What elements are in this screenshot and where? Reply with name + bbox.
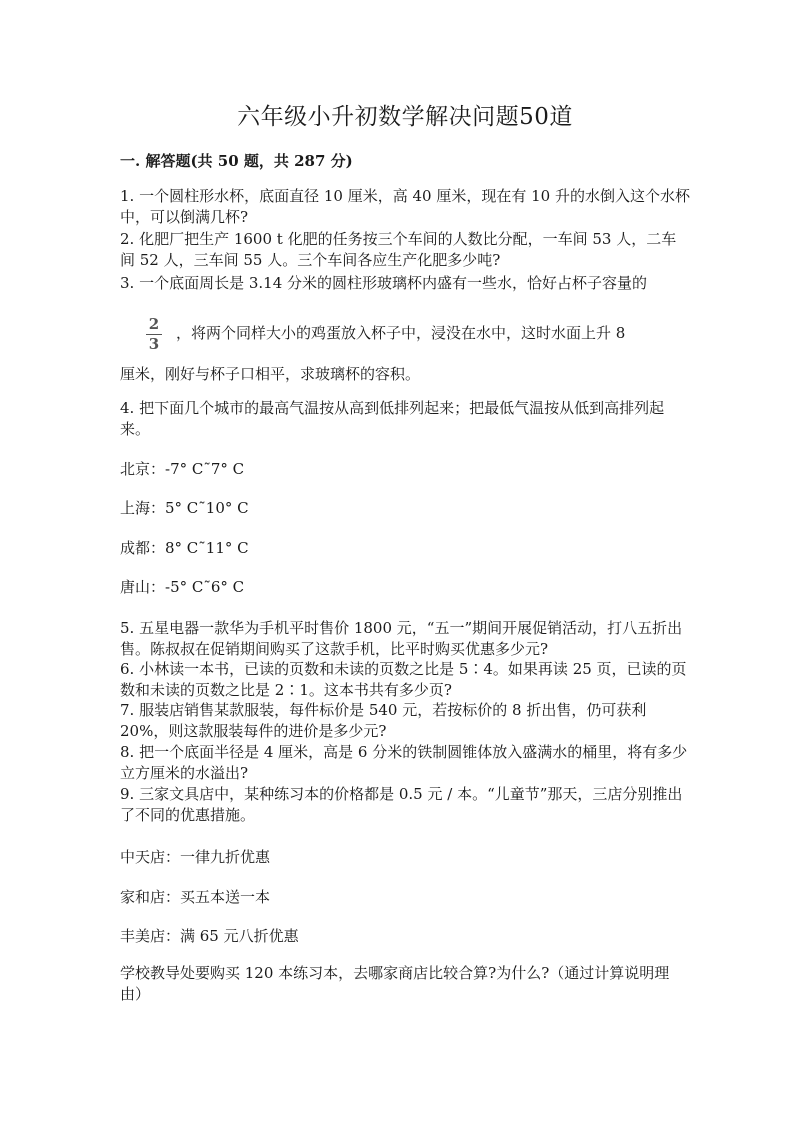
city-temperature-chengdu: 成都：8° C˜11° C [120, 539, 249, 557]
question-9-prompt: 学校教导处要购买 120 本练习本，去哪家商店比较合算?为什么?（通过计算说明理由） [120, 964, 670, 1003]
city-temperature-shanghai: 上海：5° C˜10° C [120, 499, 249, 517]
question-3-line-2: ，将两个同样大小的鸡蛋放入杯子中，浸没在水中，这时水面上升 8 [176, 324, 626, 342]
city-temperature-beijing: 北京：-7° C˜7° C [120, 460, 245, 478]
question-2: 2. 化肥厂把生产 1600 t 化肥的任务按三个车间的人数比分配，一车间 53 人，二车间 52 人，三车间 55 人。三个车间各应生产化肥多少吨? [120, 230, 677, 269]
question-7: 7. 服装店销售某款服装，每件标价是 540 元，若按标价的 8 折出售，仍可获利 20%，则这款服装每件的进价是多少元? [120, 701, 647, 740]
store-fengmei: 丰美店：满 65 元八折优惠 [120, 927, 299, 945]
question-4: 4. 把下面几个城市的最高气温按从高到低排列起来；把最低气温按从低到高排列起来。 [120, 399, 665, 438]
question-3-line-3: 厘米，刚好与杯子口相平，求玻璃杯的容积。 [120, 365, 421, 383]
question-1: 1. 一个圆柱形水杯，底面直径 10 厘米，高 40 厘米，现在有 10 升的水倒入这个水杯中，可以倒满几杯? [120, 187, 690, 226]
question-8: 8. 把一个底面半径是 4 厘米，高是 6 分米的铁制圆锥体放入盛满水的桶里，将有多少立方厘米的水溢出? [120, 743, 688, 782]
fraction-numerator: 2 [148, 315, 160, 333]
question-6: 6. 小林读一本书，已读的页数和未读的页数之比是 5∶4。如果再读 25 页，已读的页数和未读的页数之比是 2∶1。这本书共有多少页? [120, 660, 687, 699]
store-zhongtian: 中天店：一律九折优惠 [120, 848, 271, 866]
question-5: 5. 五星电器一款华为手机平时售价 1800 元，“五一”期间开展促销活动，打八五折出售。陈叔叔在促销期间购买了这款手机，比平时购买优惠多少元? [120, 619, 683, 658]
document-title: 六年级小升初数学解决问题50道 [237, 104, 573, 130]
fraction-denominator: 3 [148, 335, 160, 353]
store-jiahe: 家和店：买五本送一本 [120, 888, 271, 906]
city-temperature-tangshan: 唐山：-5° C˜6° C [120, 578, 245, 596]
section-heading: 一. 解答题(共 50 题，共 287 分) [120, 152, 353, 170]
fraction-two-thirds [144, 317, 164, 352]
question-9: 9. 三家文具店中，某种练习本的价格都是 0.5 元 / 本。“儿童节”那天，三店分别推出了不同的优惠措施。 [120, 785, 683, 824]
question-3-line-1: 3. 一个底面周长是 3.14 分米的圆柱形玻璃杯内盛有一些水，恰好占杯子容量的 [120, 274, 648, 292]
